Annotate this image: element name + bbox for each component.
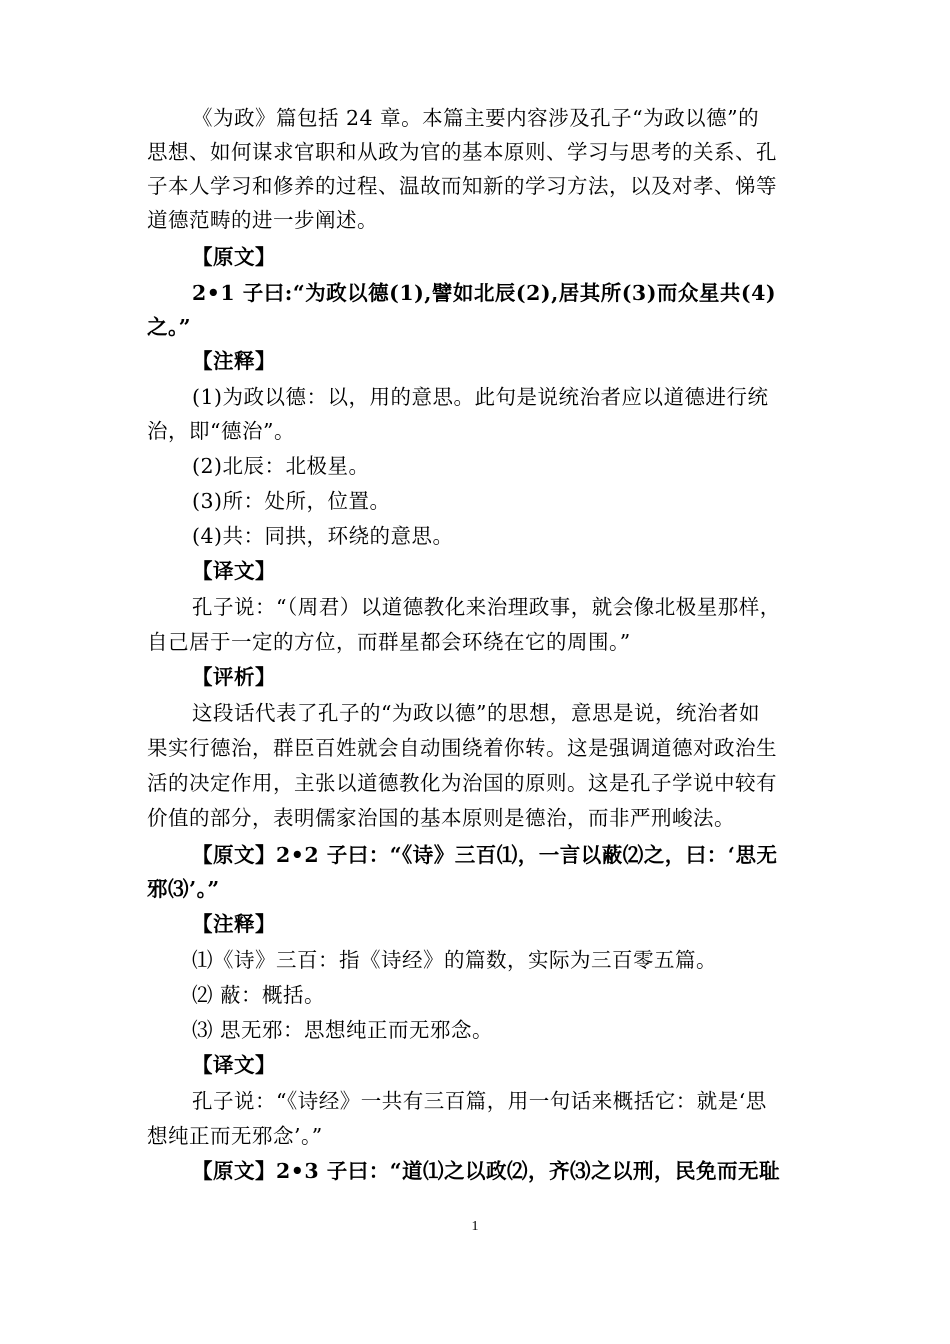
analysis-line: 活的决定作用，主张以道德教化为治国的原则。这是孔子学说中较有 (147, 771, 777, 795)
original-text-2-3: 【原文】2•3 子曰：“道⑴之以政⑵，齐⑶之以刑，民免而无耻 (192, 1159, 781, 1183)
note-line: (4)共：同拱，环绕的意思。 (192, 524, 454, 548)
analysis-line: 果实行德治，群臣百姓就会自动围绕着你转。这是强调道德对政治生 (147, 736, 777, 760)
section-heading-analysis: 【评析】 (192, 665, 276, 689)
translation-line: 孔子说：“《诗经》一共有三百篇，用一句话来概括它：就是‘思 (192, 1089, 767, 1113)
note-line: ⑴《诗》三百：指《诗经》的篇数，实际为三百零五篇。 (192, 948, 717, 972)
note-line: ⑶ 思无邪：思想纯正而无邪念。 (192, 1018, 494, 1042)
intro-line-4: 道德范畴的进一步阐述。 (147, 208, 378, 232)
original-text-2-1-cont: 之。” (147, 315, 192, 339)
translation-line: 自己居于一定的方位，而群星都会环绕在它的周围。” (147, 630, 631, 654)
note-line: (3)所：处所，位置。 (192, 489, 391, 513)
section-heading-translation: 【译文】 (192, 559, 276, 583)
note-line: 治，即“德治”。 (147, 419, 295, 443)
intro-line-3: 子本人学习和修养的过程、温故而知新的学习方法，以及对孝、悌等 (147, 174, 777, 198)
original-text-2-2-cont: 邪⑶’。” (147, 877, 220, 901)
section-heading-translation: 【译文】 (192, 1053, 276, 1077)
section-heading-notes: 【注释】 (192, 912, 276, 936)
intro-line-2: 思想、如何谋求官职和从政为官的基本原则、学习与思考的关系、孔 (147, 140, 777, 164)
section-heading-notes: 【注释】 (192, 349, 276, 373)
translation-line: 孔子说：“（周君）以道德教化来治理政事，就会像北极星那样， (192, 595, 781, 619)
translation-line: 想纯正而无邪念’。” (147, 1124, 323, 1148)
note-line: (2)北辰：北极星。 (192, 454, 370, 478)
page-number: 1 (471, 1219, 479, 1234)
analysis-line: 这段话代表了孔子的“为政以德”的思想，意思是说，统治者如 (192, 701, 760, 725)
intro-line-1: 《为政》篇包括 24 章。本篇主要内容涉及孔子“为政以德”的 (192, 106, 760, 130)
note-line: (1)为政以德：以，用的意思。此句是说统治者应以道德进行统 (192, 385, 769, 409)
original-text-2-1: 2•1 子曰:“为政以德(1),譬如北辰(2),居其所(3)而众星共(4) (192, 281, 777, 305)
note-line: ⑵ 蔽：概括。 (192, 983, 326, 1007)
analysis-line: 价值的部分，表明儒家治国的基本原则是德治，而非严刑峻法。 (147, 806, 735, 830)
original-text-2-2: 【原文】2•2 子曰：“《诗》三百⑴，一言以蔽⑵之，曰：‘思无 (192, 843, 778, 867)
section-heading-original: 【原文】 (192, 245, 276, 269)
